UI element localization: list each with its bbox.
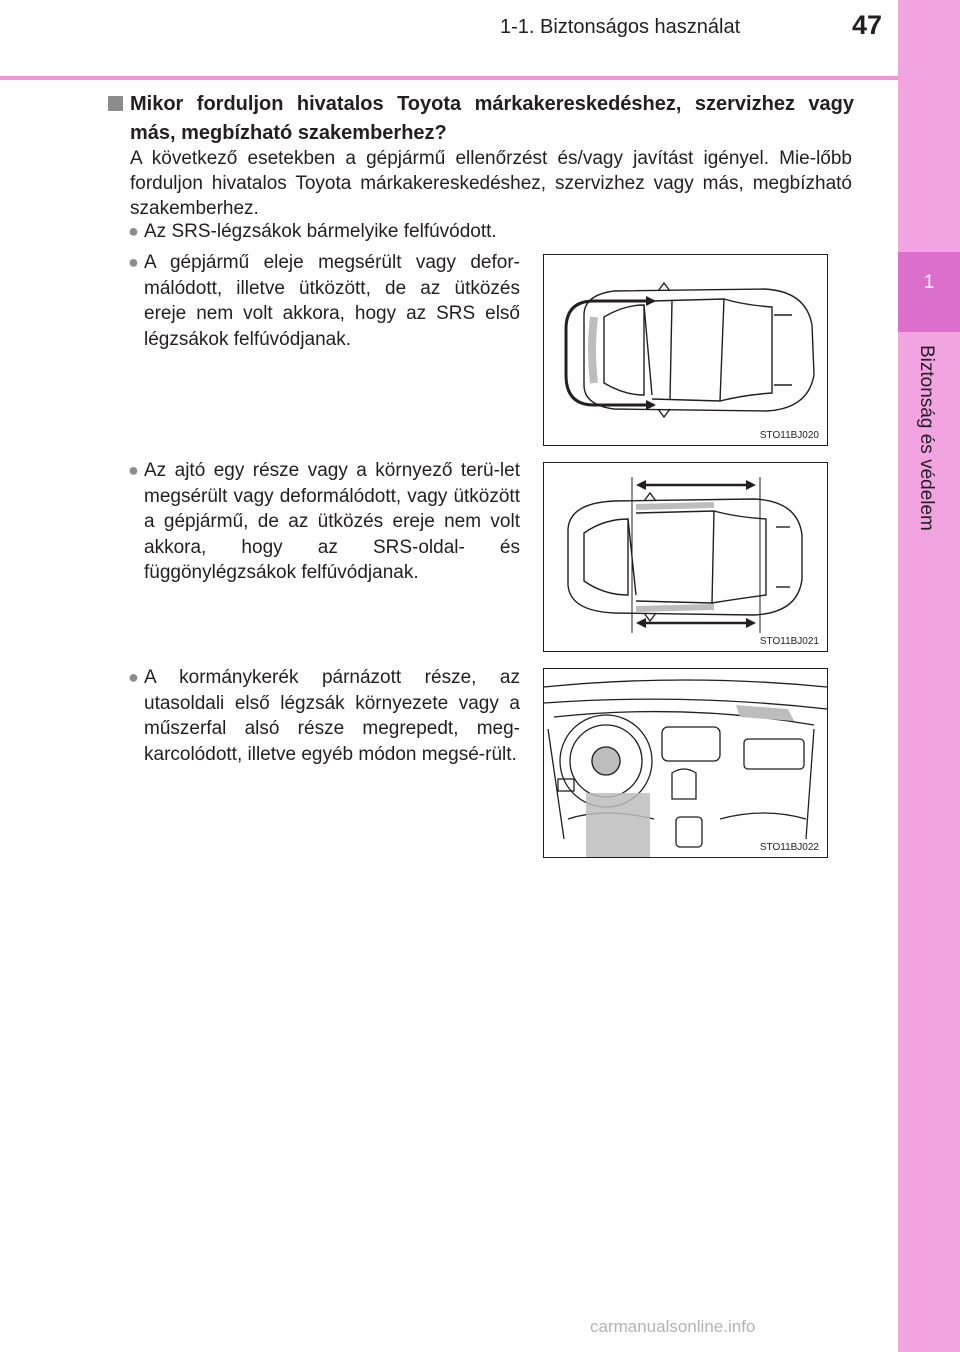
bullet-dot-icon: ● [128, 221, 139, 241]
car-top-view-front-illustration [544, 255, 827, 445]
bullet-item [128, 219, 548, 245]
section-heading-text: Mikor forduljon hivatalos Toyota márkakereskedéshez, szervizhez vagy más, megbízható szakemberhez? [130, 93, 854, 144]
bullet-dot-icon: ● [128, 252, 139, 272]
bullet-text: Az SRS-légzsákok bármelyike felfúvódott. [144, 221, 497, 242]
bullet-dot-icon: ● [128, 460, 139, 480]
figure-code: STO11BJ020 [759, 430, 819, 441]
dashboard-interior-illustration [544, 669, 827, 857]
intro-paragraph: A következő esetekben a gépjármű ellenőrzést és/vagy javítást igényel. Mie-lőbb forduljon hivatalos Toyota márkakereskedéshez, szervizhez vagy más, megbízható szakemberhez. [130, 148, 852, 219]
page-number: 47 [852, 10, 883, 40]
bullet-text: Az ajtó egy része vagy a környező terü-let megsérült vagy deformálódott, vagy ütközött a gépjármű, de az ütközés ereje nem volt akkora, hogy az SRS-oldal- és függönylégzsákok felfúvódjanak. [144, 460, 520, 583]
header-rule [0, 76, 898, 80]
bullet-dot-icon: ● [128, 667, 139, 687]
running-header: 1-1. Biztonságos használat [500, 16, 741, 38]
watermark: carmanualsonline.info [590, 1317, 756, 1336]
figure-code: STO11BJ022 [759, 842, 819, 853]
bullet-text: A kormánykerék párnázott része, az utasoldali első légzsák környezete vagy a műszerfal alsó része megrepedt, meg-karcolódott, illetve egyéb módon megsé-rült. [144, 667, 520, 765]
figure-dashboard-damage [543, 668, 828, 858]
car-top-view-side-illustration [544, 463, 827, 651]
bullet-text: A gépjármű eleje megsérült vagy defor-málódott, illetve ütközött, de az ütközés ereje nem volt akkora, hogy az SRS első légzsákok felfúvódjanak. [144, 252, 520, 350]
chapter-side-tab [898, 0, 960, 1352]
chapter-title: Biztonság és védelem [916, 345, 937, 531]
bullet-item [128, 665, 520, 767]
bullet-item [128, 250, 520, 352]
bullet-item [128, 458, 520, 586]
figure-front-damage [543, 254, 828, 446]
chapter-number: 1 [923, 272, 935, 293]
figure-side-damage [543, 462, 828, 652]
figure-code: STO11BJ021 [759, 636, 819, 647]
section-heading [104, 90, 854, 148]
